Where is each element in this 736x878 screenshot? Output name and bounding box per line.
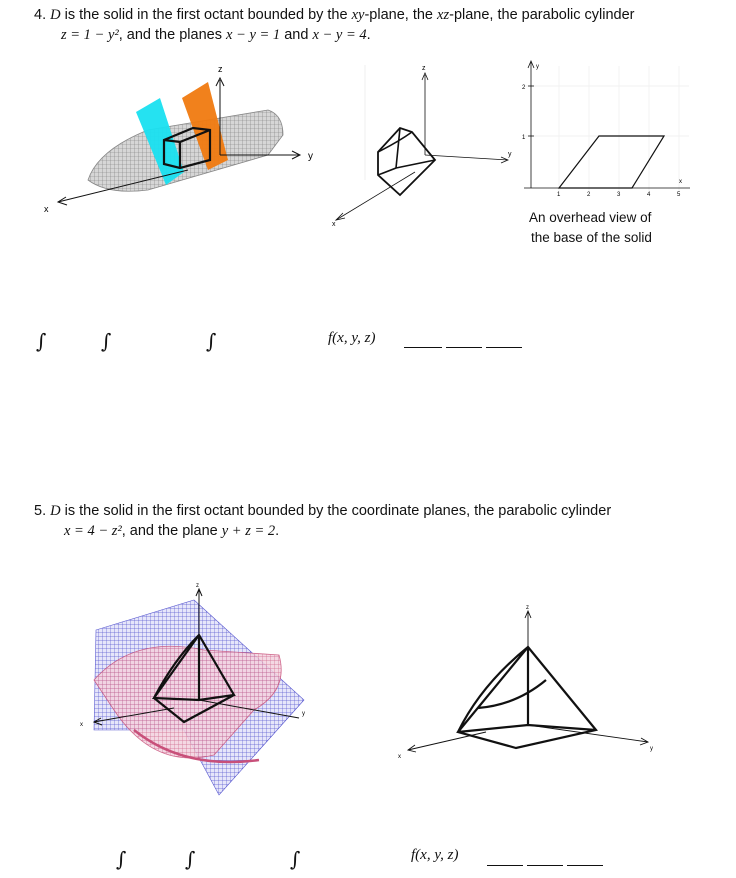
y-axis (425, 155, 508, 160)
statement-text: -plane, the (364, 7, 438, 23)
differential-blank-2[interactable] (446, 347, 482, 348)
y-axis-label: y (302, 711, 305, 717)
x-tick-1: 1 (557, 192, 561, 198)
problem-5-figure-solid (396, 600, 666, 770)
statement-text: , and the plane (121, 523, 222, 539)
y-tick-2: 2 (522, 85, 526, 91)
problem-5-statement-line1 (34, 502, 611, 521)
statement-text: is the solid in the first octant bounded by the coordinate planes, the parabolic cylinder (60, 503, 612, 519)
problem-5-figure-surfaces (74, 580, 324, 810)
equation-plane-2: x − y = 4 (312, 27, 367, 43)
problem-4-figure-surface (38, 60, 338, 220)
differential-blank-2[interactable] (527, 865, 563, 866)
variable-d: D (50, 7, 61, 23)
overhead-caption-line1: An overhead view of (529, 210, 652, 225)
z-axis-label: z (218, 64, 223, 74)
variable-d: D (50, 503, 61, 519)
integral-sign-2: ∫ (185, 847, 196, 871)
y-axis (528, 725, 648, 742)
y-axis-label: y (508, 151, 512, 158)
problem-4-figure-solid (330, 60, 520, 230)
x-axis (408, 732, 486, 750)
y-axis-label: y (536, 64, 539, 70)
differential-blank-3[interactable] (567, 865, 603, 866)
y-axis-label: y (308, 151, 313, 162)
statement-text: . (275, 523, 280, 539)
differential-blank-3[interactable] (486, 347, 522, 348)
problem-5-statement-line2 (64, 522, 279, 541)
x-axis-label: x (80, 722, 83, 728)
x-axis-label: x (44, 204, 49, 214)
x-tick-2: 2 (587, 192, 591, 198)
problem-4-statement-line1 (34, 6, 635, 25)
statement-text: is the solid in the first octant bounded by the (60, 7, 352, 23)
z-axis-label: z (196, 583, 199, 589)
equation-plane-1: x − y = 1 (225, 27, 281, 43)
differential-blank-1[interactable] (404, 347, 442, 348)
equation-plane: y + z = 2 (221, 523, 276, 539)
z-axis-label: z (526, 605, 529, 611)
x-tick-4: 4 (647, 192, 651, 198)
integral-sign-3: ∫ (206, 329, 217, 353)
x-axis (336, 172, 415, 220)
variable-xy: xy (351, 7, 365, 23)
solid-outline (458, 647, 596, 748)
overhead-caption-line2: the base of the solid (531, 230, 652, 245)
integral-sign-1: ∫ (36, 329, 47, 353)
statement-text: and (280, 27, 313, 43)
problem-number: 4. (34, 7, 47, 23)
parabolic-cylinder-surface (88, 110, 283, 191)
problem-number: 5. (34, 503, 47, 519)
z-axis-label: z (422, 65, 426, 72)
base-parallelogram (559, 136, 664, 188)
x-axis-label: x (679, 179, 682, 185)
y-tick-1: 1 (522, 135, 526, 141)
integrand: f(x, y, z) (411, 847, 459, 863)
integral-sign-3: ∫ (290, 847, 301, 871)
variable-xz: xz (437, 7, 450, 23)
problem-4-statement-line2 (61, 26, 371, 45)
integral-sign-1: ∫ (116, 847, 127, 871)
statement-text: . (366, 27, 371, 43)
integrand: f(x, y, z) (328, 330, 376, 346)
x-tick-5: 5 (677, 192, 681, 198)
x-tick-3: 3 (617, 192, 621, 198)
equation-cylinder: x = 4 − z² (64, 523, 122, 539)
statement-text: -plane, the parabolic cylinder (449, 7, 635, 23)
statement-text: , and the planes (118, 27, 226, 43)
differential-blank-1[interactable] (487, 865, 523, 866)
problem-4-figure-overhead (514, 56, 694, 206)
y-axis-label: y (650, 746, 653, 752)
integral-sign-2: ∫ (101, 329, 112, 353)
x-axis-label: x (398, 754, 401, 760)
equation-cylinder: z = 1 − y² (61, 27, 119, 43)
x-axis-label: x (332, 221, 336, 228)
